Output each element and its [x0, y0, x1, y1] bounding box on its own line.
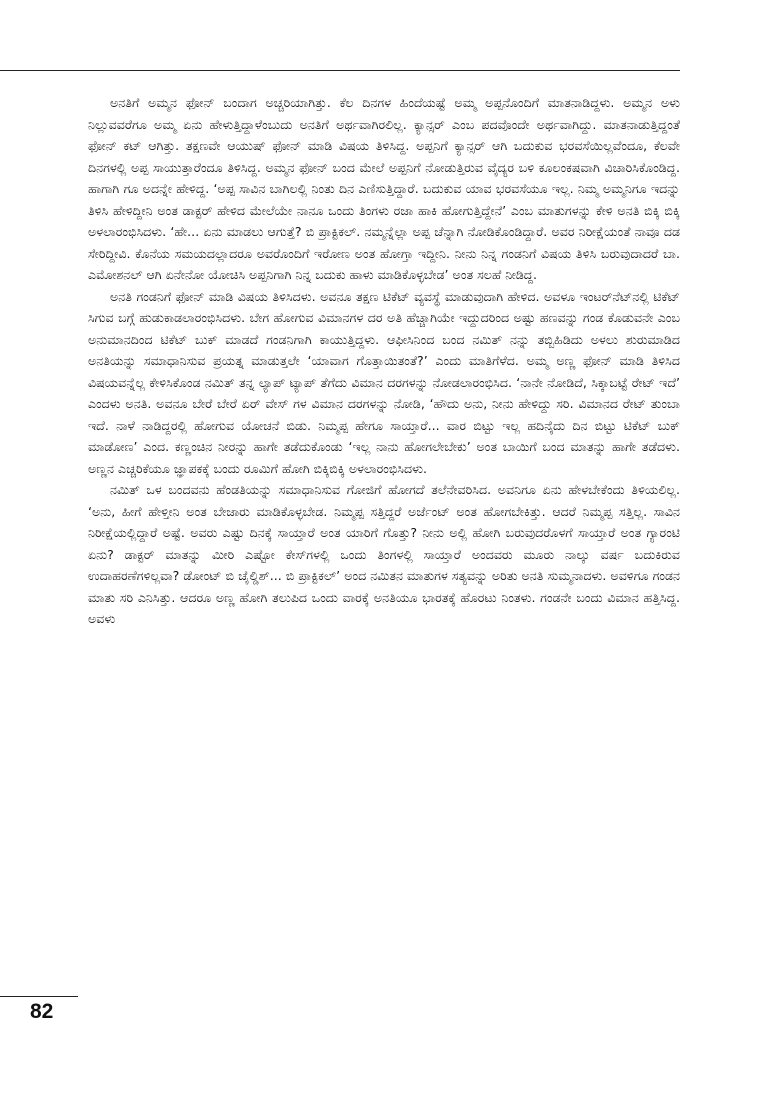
header-rule — [0, 70, 680, 71]
paragraph: ಅನತಿ ಗಂಡನಿಗೆ ಫೋನ್ ಮಾಡಿ ವಿಷಯ ತಿಳಿಸಿದಳು. ಅವನೂ ತಕ್ಷಣ ಟಿಕೆಟ್ ವ್ಯವಸ್ಥೆ ಮಾಡುವುದಾಗಿ ಹೇಳಿದ. ಅವಳೂ ಇಂಟರ್‌ನೆಟ್‌ನಲ್ಲಿ ಟಿಕೆಟ್ ಸಿಗುವ ಬಗ್ಗೆ ಹುಡುಕಾಡಲಾರಂಭಿಸಿದಳು. ಬೇಗ ಹೋಗುವ ವಿಮಾನಗಳ ದರ ಅತಿ ಹೆಚ್ಚಾಗಿಯೇ ಇದ್ದುದರಿಂದ ಅಷ್ಟು ಹಣವನ್ನು ಗಂಡ ಕೊಡುವನೇ ಎಂಬ ಅನುಮಾನದಿಂದ ಟಿಕೆಟ್ ಬುಕ್ ಮಾಡದೆ ಗಂಡನಿಗಾಗಿ ಕಾಯುತ್ತಿದ್ದಳು. ಆಫೀಸಿನಿಂದ ಬಂದ ನಮಿತ್ ನನ್ನು ತಬ್ಬಿಹಿಡಿದು ಅಳಲು ಶುರುಮಾಡಿದ ಅನತಿಯನ್ನು ಸಮಾಧಾನಿಸುವ ಪ್ರಯತ್ನ ಮಾಡುತ್ತಲೇ ‘ಯಾವಾಗ ಗೊತ್ತಾಯಿತಂತೆ?’ ಎಂದು ಮಾತಿಗೆಳೆದ. ಅಮ್ಮ ಅಣ್ಣ ಫೋನ್ ಮಾಡಿ ತಿಳಿಸಿದ ವಿಷಯವನ್ನೆಲ್ಲ ಕೇಳಿಸಿಕೊಂಡ ನಮಿತ್ ತನ್ನ ಲ್ಯಾಪ್ ಟ್ಯಾಪ್ ತೆಗೆದು ವಿಮಾನ ದರಗಳನ್ನು ನೋಡಲಾರಂಭಿಸಿದ. ‘ನಾನೇ ನೋಡಿದೆ, ಸಿಕ್ಕಾಬಟ್ಟೆ ರೇಟ್ ಇದೆ’ ಎಂದಳು ಅನತಿ. ಅವನೂ ಬೇರೆ ಬೇರೆ ಏರ್ ವೇಸ್ ಗಳ ವಿಮಾನ ದರಗಳನ್ನು ನೋಡಿ, ‘ಹೌದು ಅನು, ನೀನು ಹೇಳಿದ್ದು ಸರಿ. ವಿಮಾನದ ರೇಟ್ ತುಂಬಾ ಇದೆ. ನಾಳೆ ನಾಡಿದ್ದರಲ್ಲಿ ಹೋಗುವ ಯೋಚನೆ ಬಿಡು. ನಿಮ್ಮಪ್ಪ ಹೇಗೂ ಸಾಯ್ತಾರೆ... ವಾರ ಬಿಟ್ಟು ಇಲ್ಲ ಹದಿನೈದು ದಿನ ಬಿಟ್ಟು ಟಿಕೆಟ್ ಬುಕ್ ಮಾಡೋಣ’ ಎಂದ. ಕಣ್ಣಂಚಿನ ನೀರನ್ನು ಹಾಗೇ ತಡೆದುಕೊಂಡು ‘ಇಲ್ಲ ನಾನು ಹೋಗಲೇಬೇಕು’ ಅಂತ ಬಾಯಿಗೆ ಬಂದ ಮಾತನ್ನು ಹಾಗೇ ತಡೆದಳು. ಅಣ್ಣನ ಎಚ್ಚರಿಕೆಯೂ ಜ್ಞಾಪಕಕ್ಕೆ ಬಂದು ರೂಮಿಗೆ ಹೋಗಿ ಬಿಕ್ಕಿಬಿಕ್ಕಿ ಅಳಲಾರಂಭಿಸಿದಳು. — [88, 288, 680, 476]
page-number-rule — [0, 996, 78, 997]
paragraph: ನಮಿತ್ ಒಳ ಬಂದವನು ಹೆಂಡತಿಯನ್ನು ಸಮಾಧಾನಿಸುವ ಗೋಜಿಗೆ ಹೋಗದೆ ತಲೆನೇವರಿಸಿದ. ಅವನಿಗೂ ಏನು ಹೇಳಬೇಕೆಂದು ತಿಳಿಯಲಿಲ್ಲ. ‘ಅನು, ಹೀಗೆ ಹೇಳ್ತೀನಿ ಅಂತ ಬೇಜಾರು ಮಾಡಿಕೊಳ್ಳಬೇಡ. ನಿಮ್ಮಪ್ಪ ಸತ್ತಿದ್ದರೆ ಅರ್ಜೆಂಟ್ ಅಂತ ಹೋಗಬೇಕಿತ್ತು. ಆದರೆ ನಿಮ್ಮಪ್ಪ ಸತ್ತಿಲ್ಲ. ಸಾವಿನ ನಿರೀಕ್ಷೆಯಲ್ಲಿದ್ದಾರೆ ಅಷ್ಟೆ. ಅವರು ಎಷ್ಟು ದಿನಕ್ಕೆ ಸಾಯ್ತಾರೆ ಅಂತ ಯಾರಿಗೆ ಗೊತ್ತು? ನೀನು ಅಲ್ಲಿ ಹೋಗಿ ಬರುವುದರೊಳಗೆ ಸಾಯ್ತಾರೆ ಅಂತ ಗ್ಯಾರಂಟಿ ಏನು? ಡಾಕ್ಟರ್ ಮಾತನ್ನು ಮೀರಿ ಎಷ್ಟೋ ಕೇಸ್‌ಗಳಲ್ಲಿ ಒಂದು ತಿಂಗಳಲ್ಲಿ ಸಾಯ್ತಾರೆ ಅಂದವರು ಮೂರು ನಾಲ್ಕು ವರ್ಷ ಬದುಕಿರುವ ಉದಾಹರಣೆಗಳಿಲ್ಲವಾ? ಡೋಂಟ್ ಬಿ ಚೈಲ್ಡಿಶ್... ಬಿ ಪ್ರಾಕ್ಟಿಕಲ್’ ಅಂದ ನಮಿತನ ಮಾತುಗಳ ಸತ್ಯವನ್ನು ಅರಿತು ಅನತಿ ಸುಮ್ಮನಾದಳು. ಅವಳಿಗೂ ಗಂಡನ ಮಾತು ಸರಿ ಎನಿಸಿತ್ತು. ಆದರೂ ಅಣ್ಣ ಹೋಗಿ ತಲುಪಿದ ಒಂದು ವಾರಕ್ಕೆ ಅನತಿಯೂ ಭಾರತಕ್ಕೆ ಹೊರಟು ನಿಂತಳು. ಗಂಡನೇ ಬಂದು ವಿಮಾನ ಹತ್ತಿಸಿದ್ದ. ಅವಳು — [88, 482, 680, 626]
page-number: 82 — [30, 1000, 54, 1023]
paragraph: ಅನತಿಗೆ ಅಮ್ಮನ ಫೋನ್ ಬಂದಾಗ ಅಚ್ಚರಿಯಾಗಿತ್ತು. ಕೆಲ ದಿನಗಳ ಹಿಂದೆಯಷ್ಟೆ ಅಮ್ಮ ಅಪ್ಪನೊಂದಿಗೆ ಮಾತನಾಡಿದ್ದಳು. ಅಮ್ಮನ ಅಳು ನಿಲ್ಲುವವರೆಗೂ ಅಮ್ಮ ಏನು ಹೇಳುತ್ತಿದ್ದಾಳೆಂಬುದು ಅನತಿಗೆ ಅರ್ಥವಾಗಿರಲಿಲ್ಲ. ಕ್ಯಾನ್ಸರ್ ಎಂಬ ಪದವೊಂದೇ ಅರ್ಥವಾಗಿದ್ದು. ಮಾತನಾಡುತ್ತಿದ್ದಂತೆ ಫೋನ್ ಕಟ್ ಆಗಿತ್ತು. ತಕ್ಷಣವೇ ಆಯುಷ್ ಫೋನ್ ಮಾಡಿ ವಿಷಯ ತಿಳಿಸಿದ್ದ. ಅಪ್ಪನಿಗೆ ಕ್ಯಾನ್ಸರ್ ಆಗಿ ಬದುಕುವ ಭರವಸೆಯಿಲ್ಲವೆಂದೂ, ಕೆಲವೇ ದಿನಗಳಲ್ಲಿ ಅಪ್ಪ ಸಾಯುತ್ತಾರೆಂದೂ ತಿಳಿಸಿದ್ದ. ಅಮ್ಮನ ಫೋನ್ ಬಂದ ಮೇಲೆ ಅಪ್ಪನಿಗೆ ನೋಡುತ್ತಿರುವ ವೈದ್ಯರ ಬಳಿ ಕೂಲಂಕಷವಾಗಿ ವಿಚಾರಿಸಿಕೊಂಡಿದ್ದ. ಹಾಗಾಗಿ ಗೂ ಅದನ್ನೇ ಹೇಳಿದ್ದ. ‘ಅಪ್ಪ ಸಾವಿನ ಬಾಗಿಲಲ್ಲಿ ನಿಂತು ದಿನ ಎಣಿಸುತ್ತಿದ್ದಾರೆ. ಬದುಕುವ ಯಾವ ಭರವಸೆಯೂ ಇಲ್ಲ. ನಿಮ್ಮ ಅಮ್ಮನಿಗೂ ಇದನ್ನು ತಿಳಿಸಿ ಹೇಳಿದ್ದೀನಿ ಅಂತ ಡಾಕ್ಟರ್ ಹೇಳಿದ ಮೇಲೆಯೇ ನಾನೂ ಒಂದು ತಿಂಗಳು ರಜಾ ಹಾಕಿ ಹೋಗುತ್ತಿದ್ದೇನೆ’ ಎಂಬ ಮಾತುಗಳನ್ನು ಕೇಳಿ ಅನತಿ ಬಿಕ್ಕಿ ಬಿಕ್ಕಿ ಅಳಲಾರಂಭಿಸಿದಳು. ‘ಹೇ... ಏನು ಮಾಡಲು ಆಗುತ್ತೆ? ಬಿ ಪ್ರಾಕ್ಟಿಕಲ್. ನಮ್ಮನ್ನೆಲ್ಲಾ ಅಪ್ಪ ಚೆನ್ನಾಗಿ ನೋಡಿಕೊಂಡಿದ್ದಾರೆ. ಅವರ ನಿರೀಕ್ಷೆಯಂತೆ ನಾವೂ ದಡ ಸೇರಿದ್ದೀವಿ. ಕೊನೆಯ ಸಮಯದಲ್ಲಾದರೂ ಅವರೊಂದಿಗೆ ಇರೋಣ ಅಂತ ಹೋಗ್ತಾ ಇದ್ದೀನಿ. ನೀನು ನಿನ್ನ ಗಂಡನಿಗೆ ವಿಷಯ ತಿಳಿಸಿ ಬರುವುದಾದರೆ ಬಾ. ಎಮೋಶನಲ್ ಆಗಿ ಏನೇನೋ ಯೋಚಿಸಿ ಅಪ್ಪನಿಗಾಗಿ ನಿನ್ನ ಬದುಕು ಹಾಳು ಮಾಡಿಕೊಳ್ಳಬೇಡ’ ಅಂತ ಸಲಹೆ ನೀಡಿದ್ದ. — [88, 95, 680, 282]
body-text — [88, 92, 680, 630]
